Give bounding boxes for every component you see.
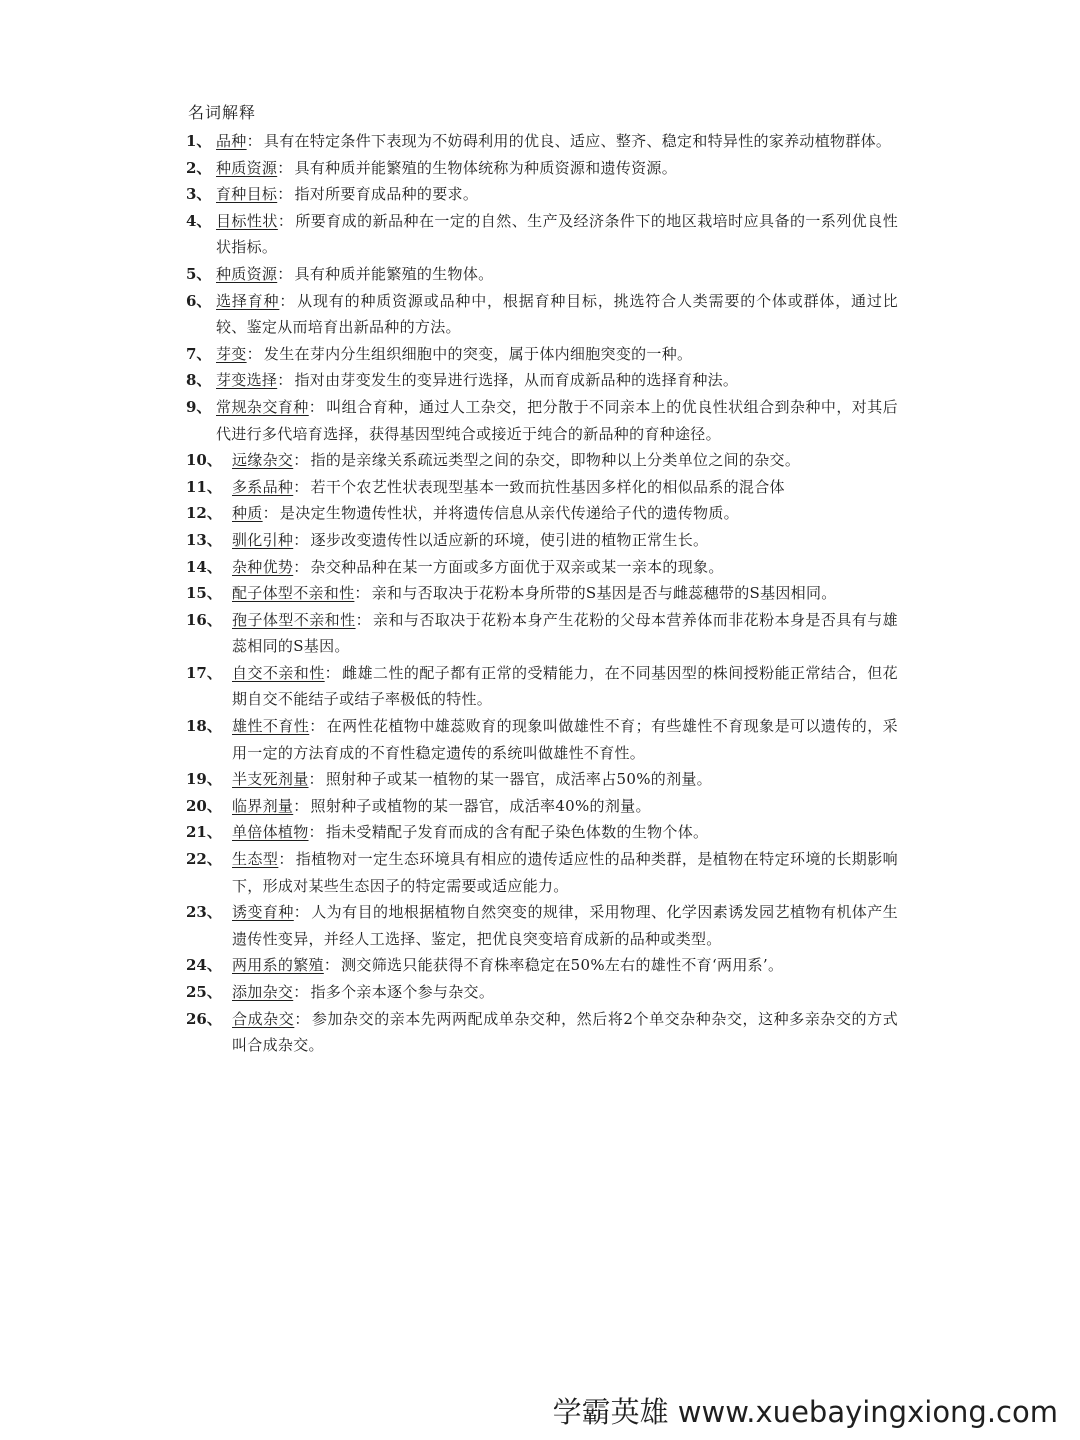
entry-number: 12、 (186, 504, 222, 523)
entry-term: 雄性不育性 (232, 717, 310, 736)
term-entry (186, 288, 898, 341)
entry-term: 配子体型不亲和性 (232, 584, 355, 603)
entry-term: 临界剂量 (232, 796, 294, 815)
entry-term: 诱变育种 (232, 903, 294, 922)
entry-text (232, 554, 898, 581)
entry-number: 21、 (186, 823, 222, 842)
entry-definition: 在两性花植物中雄蕊败育的现象叫做雄性不育；有些雄性不育现象是可以遗传的，采用一定的方法育成的不育性稳定遗传的系统叫做雄性不育性。 (232, 717, 898, 762)
term-entry (186, 793, 898, 820)
term-entry (186, 1006, 898, 1059)
entry-definition: 逐步改变遗传性以适应新的环境，使引进的植物正常生长。 (310, 530, 709, 549)
term-entry (186, 979, 898, 1006)
entry-term: 常规杂交育种 (216, 397, 309, 416)
entry-term: 种质 (232, 504, 263, 523)
entry-definition: 雌雄二性的配子都有正常的受精能力，在不同基因型的株间授粉能正常结合，但花期自交不能结子或结子率极低的特性。 (232, 663, 898, 709)
entry-term: 自交不亲和性 (232, 663, 325, 682)
entry-separator: ： (294, 1009, 310, 1028)
term-entry (186, 660, 898, 713)
entry-text (232, 447, 898, 474)
entry-separator: ： (309, 717, 325, 736)
entry-separator: ： (246, 344, 262, 363)
entry-term: 种质资源 (216, 158, 278, 177)
entry-separator: ： (293, 477, 309, 496)
entry-number: 25、 (186, 983, 222, 1001)
entry-term: 孢子体型不亲和性 (232, 610, 356, 629)
entry-separator: ： (246, 132, 262, 150)
entry-text (232, 660, 898, 713)
term-entry (186, 713, 898, 766)
entry-text (232, 474, 898, 501)
entry-number: 15、 (186, 584, 222, 603)
entry-text (216, 288, 898, 341)
document-title: 名词解释 (188, 103, 257, 122)
entry-text (216, 261, 898, 288)
entry-number: 26、 (186, 1009, 222, 1028)
document-page (186, 100, 898, 1059)
entry-number: 11、 (186, 477, 222, 496)
entry-definition: 具有在特定条件下表现为不妨碍利用的优良、适应、整齐、稳定和特异性的家养动植物群体。 (263, 132, 892, 150)
term-list (186, 128, 898, 1059)
entry-definition: 亲和与否取决于花粉本身产生花粉的父母本营养体而非花粉本身是否具有与雄蕊相同的S基因。 (232, 610, 898, 656)
entry-separator: ： (293, 983, 309, 1001)
entry-term: 杂种优势 (232, 557, 294, 576)
entry-number: 4、 (186, 211, 212, 230)
entry-text (232, 766, 898, 793)
term-entry (186, 819, 898, 846)
entry-definition: 杂交种品种在某一方面或多方面优于双亲或某一亲本的现象。 (310, 557, 724, 576)
entry-separator: ： (277, 211, 294, 230)
entry-definition: 参加杂交的亲本先两两配成单杂交种，然后将2个单交杂种杂交，这种多亲杂交的方式叫合成杂交。 (232, 1009, 898, 1055)
entry-number: 13、 (186, 530, 222, 549)
entry-text (232, 952, 898, 979)
term-entry (186, 500, 898, 527)
entry-number: 7、 (186, 344, 212, 363)
entry-term: 合成杂交 (232, 1009, 295, 1028)
entry-separator: ： (277, 158, 293, 177)
term-entry (186, 846, 898, 899)
entry-separator: ： (293, 451, 309, 470)
entry-separator: ： (293, 557, 309, 576)
entry-separator: ： (293, 530, 309, 549)
entry-text (232, 607, 898, 660)
entry-separator: ： (323, 956, 340, 975)
entry-definition: 亲和与否取决于花粉本身所带的S基因是否与雌蕊穗带的S基因相同。 (371, 584, 837, 603)
entry-term: 品种 (216, 132, 247, 150)
entry-separator: ： (293, 903, 310, 922)
entry-number: 2、 (186, 158, 212, 177)
entry-text (232, 899, 898, 952)
entry-number: 18、 (186, 717, 222, 736)
entry-text (232, 713, 898, 766)
entry-number: 19、 (186, 770, 222, 789)
entry-number: 23、 (186, 903, 222, 922)
entry-definition: 具有种质并能繁殖的生物体统称为种质资源和遗传资源。 (294, 158, 678, 177)
entry-separator: ： (262, 504, 278, 523)
entry-definition: 发生在芽内分生组织细胞中的突变，属于体内细胞突变的一种。 (263, 344, 693, 363)
entry-term: 目标性状 (216, 211, 278, 230)
term-entry (186, 527, 898, 554)
entry-text (232, 793, 898, 820)
entry-number: 9、 (186, 397, 212, 416)
term-entry (186, 474, 898, 501)
entry-text (232, 580, 898, 607)
entry-text (232, 1006, 898, 1059)
entry-separator: ： (277, 371, 293, 390)
term-entry (186, 952, 898, 979)
term-entry (186, 128, 898, 155)
term-entry (186, 155, 898, 182)
entry-definition: 照射种子或某一植物的某一器官，成活率占50%的剂量。 (325, 770, 712, 789)
entry-number: 5、 (186, 264, 212, 283)
entry-definition: 指的是亲缘关系疏远类型之间的杂交，即物种以上分类单位之间的杂交。 (310, 451, 801, 470)
entry-term: 远缘杂交 (232, 451, 294, 470)
entry-definition: 指未受精配子发育而成的含有配子染色体数的生物个体。 (325, 823, 709, 842)
entry-definition: 测交筛选只能获得不育株率稳定在50%左右的雄性不育‘两用系’。 (341, 956, 784, 975)
entry-term: 添加杂交 (232, 983, 294, 1001)
entry-definition: 具有种质并能繁殖的生物体。 (294, 264, 494, 283)
entry-number: 17、 (186, 663, 222, 682)
term-entry (186, 580, 898, 607)
term-entry (186, 766, 898, 793)
entry-separator: ： (308, 397, 325, 416)
entry-text (232, 500, 898, 527)
entry-term: 驯化引种 (232, 530, 294, 549)
entry-number: 22、 (186, 850, 222, 869)
entry-definition: 指对所要育成品种的要求。 (294, 185, 479, 204)
site-watermark: 学霸英雄 www.xuebayingxiong.com (552, 1395, 1058, 1429)
entry-number: 16、 (186, 610, 222, 629)
entry-separator: ： (308, 770, 324, 789)
entry-definition: 若干个农艺性状表现型基本一致而抗性基因多样化的相似品系的混合体 (310, 477, 785, 496)
entry-definition: 所要育成的新品种在一定的自然、生产及经济条件下的地区栽培时应具备的一系列优良性状指标。 (216, 211, 898, 257)
entry-separator: ： (277, 185, 293, 204)
entry-term: 半支死剂量 (232, 770, 309, 789)
entry-definition: 人为有目的地根据植物自然突变的规律，采用物理、化学因素诱发园艺植物有机体产生遗传性变异，并经人工选择、鉴定，把优良突变培育成新的品种或类型。 (232, 903, 898, 948)
entry-definition: 是决定生物遗传性状，并将遗传信息从亲代传递给子代的遗传物质。 (279, 504, 739, 523)
term-entry (186, 181, 898, 208)
entry-number: 8、 (186, 371, 212, 390)
entry-definition: 指对由芽变发生的变异进行选择，从而育成新品种的选择育种法。 (294, 371, 739, 390)
entry-separator: ： (279, 291, 296, 310)
term-entry (186, 899, 898, 952)
entry-definition: 从现有的种质资源或品种中，根据育种目标，挑选符合人类需要的个体或群体，通过比较、鉴定从而培育出新品种的方法。 (216, 291, 898, 337)
term-entry (186, 261, 898, 288)
entry-text (216, 128, 898, 155)
entry-separator: ： (324, 663, 341, 682)
entry-separator: ： (354, 584, 370, 603)
entry-text (216, 394, 898, 447)
entry-separator: ： (277, 264, 293, 283)
entry-text (232, 979, 898, 1006)
entry-number: 6、 (186, 291, 212, 310)
term-entry (186, 367, 898, 394)
entry-separator: ： (293, 796, 309, 815)
entry-text (232, 819, 898, 846)
entry-text (216, 181, 898, 208)
entry-text (216, 341, 898, 368)
entry-separator: ： (355, 610, 372, 629)
term-entry (186, 208, 898, 261)
entry-definition: 照射种子或植物的某一器官，成活率40%的剂量。 (310, 796, 651, 815)
entry-definition: 叫组合育种，通过人工杂交，把分散于不同亲本上的优良性状组合到杂种中，对其后代进行多代培育选择，获得基因型纯合或接近于纯合的新品种的育种途径。 (216, 397, 898, 443)
entry-definition: 指多个亲本逐个参与杂交。 (310, 983, 495, 1001)
entry-term: 单倍体植物 (232, 823, 309, 842)
entry-text (216, 208, 898, 261)
term-entry (186, 607, 898, 660)
entry-number: 10、 (186, 451, 222, 470)
entry-text (232, 527, 898, 554)
entry-term: 芽变选择 (216, 371, 278, 390)
entry-number: 20、 (186, 796, 222, 815)
entry-definition: 指植物对一定生态环境具有相应的遗传适应性的品种类群，是植物在特定环境的长期影响下，形成对某些生态因子的特定需要或适应能力。 (232, 850, 898, 895)
entry-term: 多系品种 (232, 477, 294, 496)
entry-term: 育种目标 (216, 185, 278, 204)
term-entry (186, 394, 898, 447)
entry-separator: ： (278, 850, 294, 869)
entry-separator: ： (308, 823, 324, 842)
entry-number: 14、 (186, 557, 222, 576)
entry-text (216, 367, 898, 394)
entry-term: 种质资源 (216, 264, 278, 283)
entry-number: 3、 (186, 185, 212, 204)
term-entry (186, 554, 898, 581)
entry-term: 生态型 (232, 850, 279, 869)
entry-text (216, 155, 898, 182)
term-entry (186, 341, 898, 368)
term-entry (186, 447, 898, 474)
entry-term: 选择育种 (216, 291, 280, 310)
entry-number: 24、 (186, 956, 222, 975)
entry-term: 两用系的繁殖 (232, 956, 324, 975)
entry-text (232, 846, 898, 899)
entry-term: 芽变 (216, 344, 247, 363)
entry-number: 1、 (186, 132, 212, 150)
